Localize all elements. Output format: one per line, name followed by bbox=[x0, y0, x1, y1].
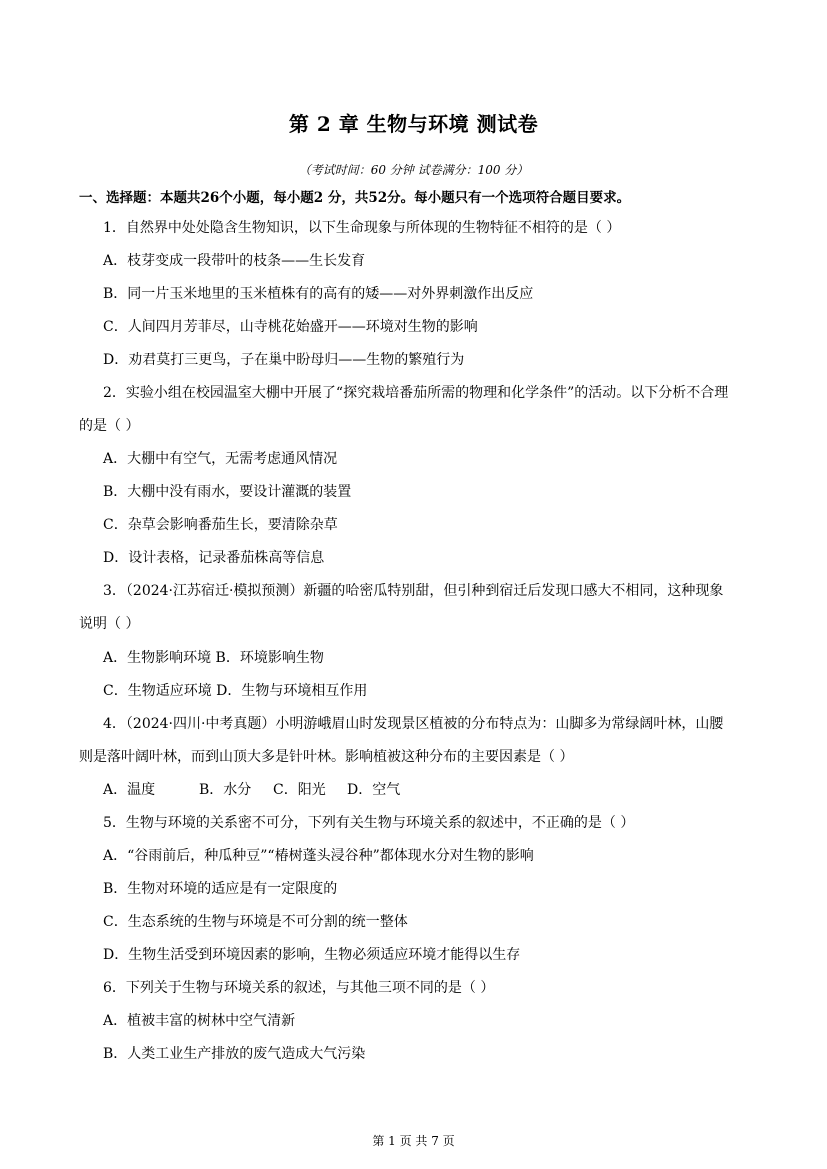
question-5-option-b: B．生物对环境的适应是有一定限度的 bbox=[103, 881, 338, 897]
page-footer: 第 1 页 共 7 页 bbox=[372, 1134, 455, 1148]
question-2-option-c: C．杂草会影响番茄生长，要清除杂草 bbox=[103, 517, 338, 533]
question-3-options-cd: C．生物适应环境 D．生物与环境相互作用 bbox=[103, 683, 368, 699]
question-3-stem: 3．（2024·江苏宿迁·模拟预测）新疆的哈密瓜特别甜，但引种到宿迁后发现口感大不相同，这种现象 bbox=[103, 583, 724, 599]
question-4-stem-cont: 则是落叶阔叶林，而到山顶大多是针叶林。影响植被这种分布的主要因素是（ ） bbox=[79, 749, 574, 765]
question-4-option-c: C．阳光 bbox=[273, 782, 326, 798]
question-4-stem: 4．（2024·四川·中考真题）小明游峨眉山时发现景区植被的分布特点为：山脚多为常绿阔叶林，山腰 bbox=[103, 716, 724, 732]
question-4-option-b: B．水分 bbox=[199, 782, 252, 798]
question-2-stem-cont: 的是（ ） bbox=[79, 418, 140, 434]
question-1-option-b: B．同一片玉米地里的玉米植株有的高有的矮——对外界刺激作出反应 bbox=[103, 286, 534, 302]
question-2-option-b: B．大棚中没有雨水，要设计灌溉的装置 bbox=[103, 484, 352, 500]
question-5-option-d: D．生物生活受到环境因素的影响，生物必须适应环境才能得以生存 bbox=[103, 947, 521, 963]
page-title: 第 2 章 生物与环境 测试卷 bbox=[288, 112, 539, 136]
question-6-option-b: B．人类工业生产排放的废气造成大气污染 bbox=[103, 1046, 366, 1062]
question-1-option-c: C．人间四月芳菲尽，山寺桃花始盛开——环境对生物的影响 bbox=[103, 319, 478, 335]
question-2-stem: 2．实验小组在校园温室大棚中开展了“探究栽培番茄所需的物理和化学条件”的活动。以下分析不合理 bbox=[103, 385, 729, 401]
question-3-stem-cont: 说明（ ） bbox=[79, 616, 140, 632]
question-3-options-ab: A．生物影响环境 B．环境影响生物 bbox=[103, 650, 324, 666]
exam-meta: （考试时间：60 分钟 试卷满分：100 分） bbox=[298, 163, 529, 177]
question-2-option-a: A．大棚中有空气，无需考虑通风情况 bbox=[103, 451, 338, 467]
question-6-option-a: A．植被丰富的树林中空气清新 bbox=[103, 1013, 296, 1029]
question-4-option-a: A．温度 bbox=[103, 782, 156, 798]
question-1-option-a: A．枝芽变成一段带叶的枝条——生长发育 bbox=[103, 253, 366, 269]
question-5-option-c: C．生态系统的生物与环境是不可分割的统一整体 bbox=[103, 914, 408, 930]
section-heading: 一、选择题：本题共26个小题，每小题2 分，共52分。每小题只有一个选项符合题目要求。 bbox=[79, 190, 631, 206]
question-4-option-d: D．空气 bbox=[347, 782, 401, 798]
question-6-stem: 6．下列关于生物与环境关系的叙述，与其他三项不同的是（ ） bbox=[103, 980, 495, 996]
question-1-stem: 1．自然界中处处隐含生物知识，以下生命现象与所体现的生物特征不相符的是（ ） bbox=[103, 220, 621, 236]
question-2-option-d: D．设计表格，记录番茄株高等信息 bbox=[103, 550, 325, 566]
question-5-option-a: A．“谷雨前后，种瓜种豆”“椿树蓬头浸谷种”都体现水分对生物的影响 bbox=[103, 848, 534, 864]
question-4-options bbox=[103, 779, 400, 799]
question-1-option-d: D．劝君莫打三更鸟，子在巢中盼母归——生物的繁殖行为 bbox=[103, 352, 465, 368]
question-5-stem: 5．生物与环境的关系密不可分，下列有关生物与环境关系的叙述中，不正确的是（ ） bbox=[103, 815, 635, 831]
